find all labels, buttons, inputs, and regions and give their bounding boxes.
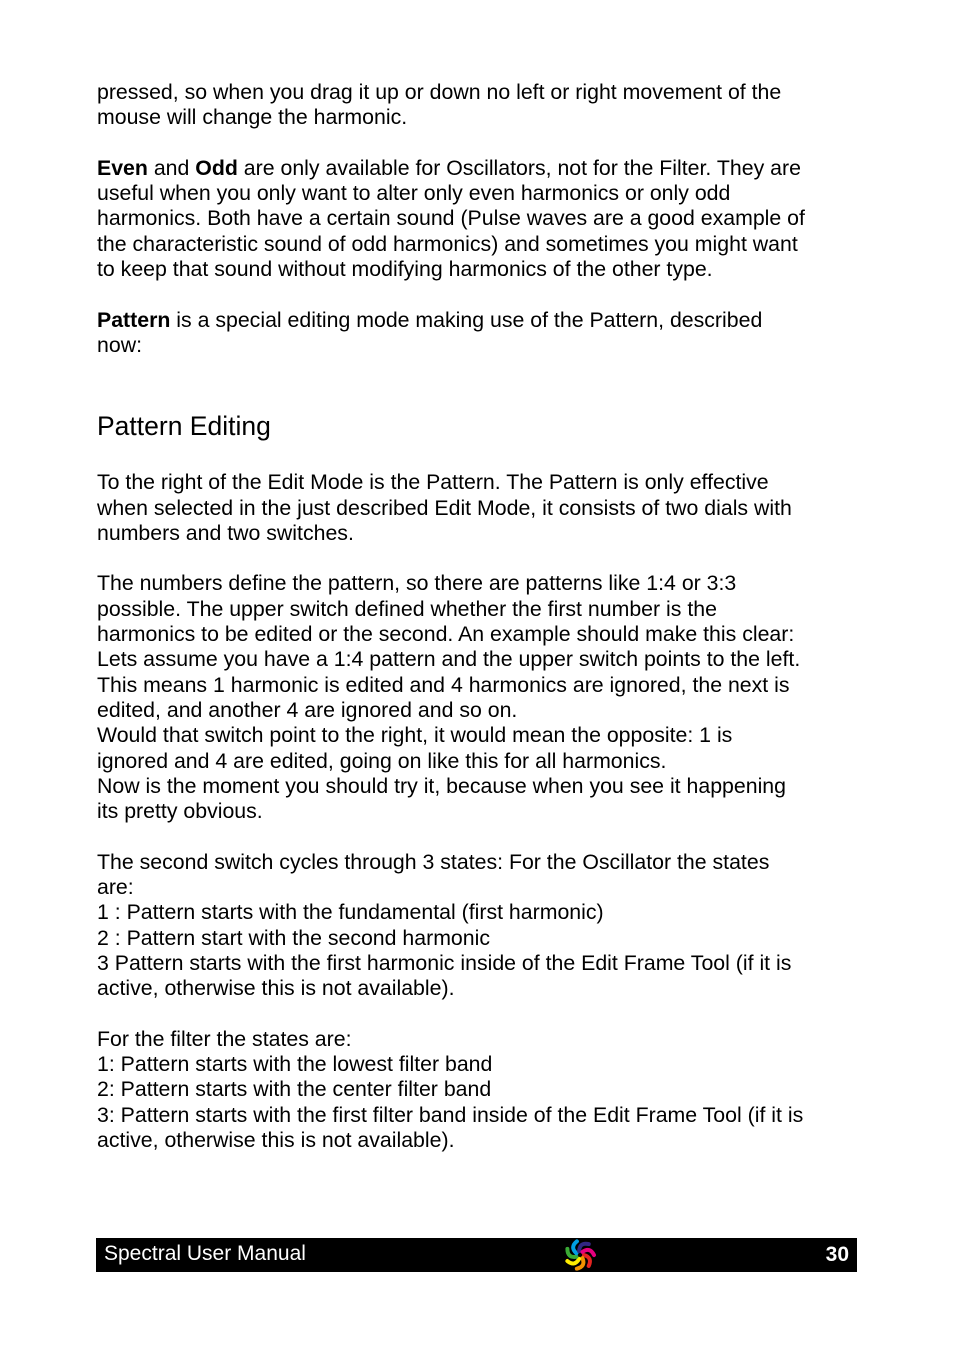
text-line: 2: Pattern starts with the center filter band [97,1077,492,1102]
pattern-paragraph-1 [97,470,862,546]
text-line: edited, and another 4 are ignored and so on. [97,697,518,722]
text-line: useful when you only want to alter only even harmonics or only odd [97,181,731,206]
pattern-term: Pattern [97,307,171,332]
text-line: are: [97,875,134,900]
text-line: For the filter the states are: [97,1026,352,1051]
text-line [97,308,862,333]
text-line: mouse will change the harmonic. [97,105,408,130]
text-line: ignored and 4 are edited, going on like this for all harmonics. [97,748,667,773]
odd-term: Odd [195,155,238,180]
even-term: Even [97,155,148,180]
text-line: 3 Pattern starts with the first harmonic inside of the Edit Frame Tool (if it is [97,950,792,975]
text-line: 3: Pattern starts with the first filter band inside of the Edit Frame Tool (if it is [97,1102,804,1127]
connector-text: and [147,155,196,180]
page-content [97,80,862,1179]
pattern-paragraph-2 [97,571,862,824]
text-line: The second switch cycles through 3 states: For the Oscillator the states [97,849,770,874]
pattern-paragraph-4 [97,1027,862,1153]
text-line: active, otherwise this is not available). [97,1127,455,1152]
text-line: now: [97,332,142,357]
text-line: To the right of the Edit Mode is the Pattern. The Pattern is only effective [97,470,769,495]
text-line: 1 : Pattern starts with the fundamental (first harmonic) [97,900,604,925]
text-line: harmonics. Both have a certain sound (Pulse waves are a good example of [97,206,805,231]
text-line: to keep that sound without modifying harmonics of the other type. [97,257,713,282]
text-line: harmonics to be edited or the second. An example should make this clear: [97,622,795,647]
intro-paragraph [97,80,862,131]
text-line: The numbers define the pattern, so there are patterns like 1:4 or 3:3 [97,571,737,596]
even-odd-paragraph [97,156,862,282]
text-line: This means 1 harmonic is edited and 4 harmonics are ignored, the next is [97,672,790,697]
text-line: Now is the moment you should try it, because when you see it happening [97,773,786,798]
page-footer [96,1238,857,1272]
text-line: Lets assume you have a 1:4 pattern and the upper switch points to the left. [97,647,801,672]
pattern-intro-paragraph [97,308,862,359]
text-line: 2 : Pattern start with the second harmonic [97,925,491,950]
text-fragment: are only available for Oscillators, not for the Filter. They are [237,155,801,180]
manual-title: Spectral User Manual [104,1242,306,1265]
spectral-swirl-logo-icon [563,1238,597,1272]
text-line: the characteristic sound of odd harmonics) and sometimes you might want [97,231,798,256]
page-number: 30 [825,1243,849,1266]
pattern-paragraph-3 [97,850,862,1002]
section-heading: Pattern Editing [97,411,271,442]
logo-swirl-arm [573,1241,577,1253]
text-line: Would that switch point to the right, it would mean the opposite: 1 is [97,723,733,748]
logo-graphic [563,1238,597,1272]
text-line: numbers and two switches. [97,520,354,545]
text-line: possible. The upper switch defined whether the first number is the [97,596,717,621]
logo-swirl-arm [567,1259,579,1264]
text-line: active, otherwise this is not available). [97,976,455,1001]
text-fragment: is a special editing mode making use of the Pattern, described [170,307,763,332]
text-line: when selected in the just described Edit Mode, it consists of two dials with [97,495,792,520]
text-line: its pretty obvious. [97,799,263,824]
text-line: pressed, so when you drag it up or down no left or right movement of the [97,80,782,104]
text-line [97,156,862,181]
text-line: 1: Pattern starts with the lowest filter band [97,1052,493,1077]
